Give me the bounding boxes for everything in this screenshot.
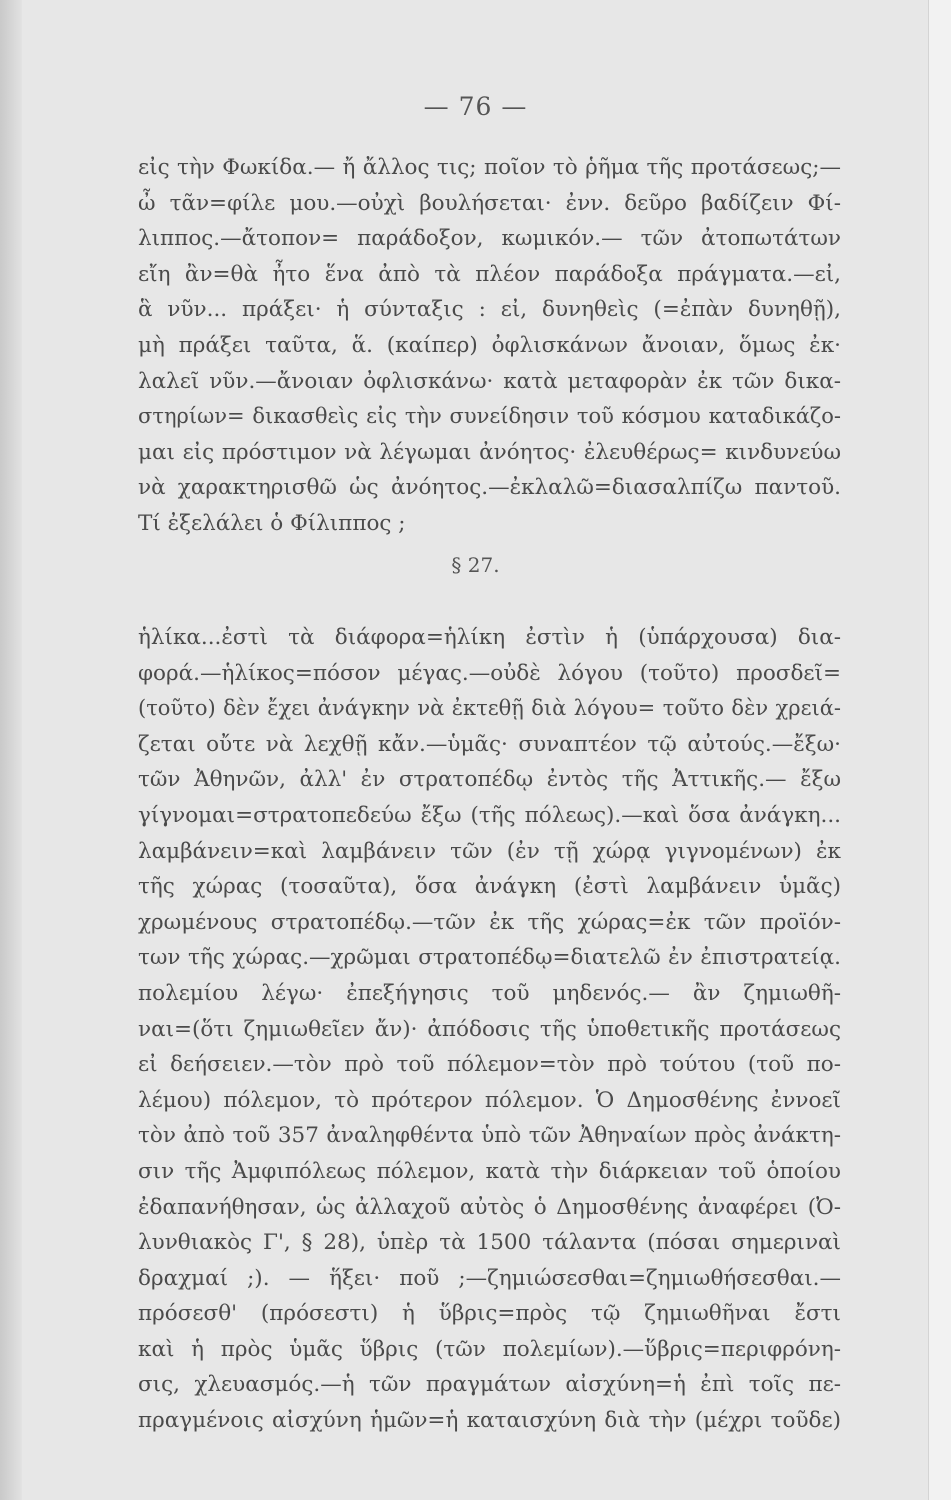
page-edge — [928, 0, 951, 1500]
text-line: φορά.—ἡλίκος=πόσον μέγας.—οὐδὲ λόγου (τοῦτο) προσδεῖ= — [138, 660, 841, 686]
text-line: γίγνομαι=στρατοπεδεύω ἔξω (τῆς πόλεως).—καὶ ὅσα ἀνάγκη... — [138, 802, 841, 828]
text-line: πραγμένοις αἰσχύνη ἡμῶν=ἡ καταισχύνη διὰ τὴν (μέχρι τοῦδε) — [138, 1408, 841, 1434]
text-line: σιν τῆς Ἀμφιπόλεως πόλεμον, κατὰ τὴν διάρκειαν τοῦ ὁποίου — [138, 1158, 841, 1184]
text-line: εἴη ἂν=θὰ ἦτο ἕνα ἀπὸ τὰ πλέον παράδοξα πράγματα.—εἰ, — [138, 261, 841, 287]
commentary-paragraph-1 — [138, 150, 841, 542]
text-line: πολεμίου λέγω· ἐπεξήγησις τοῦ μηδενός.— ἂν ζημιωθῆ- — [138, 980, 841, 1006]
text-line: τὸν ἀπὸ τοῦ 357 ἀναληφθέντα ὑπὸ τῶν Ἀθηναίων πρὸς ἀνάκτη- — [138, 1123, 841, 1149]
text-line: καὶ ἡ πρὸς ὑμᾶς ὕβρις (τῶν πολεμίων).—ὕβρις=περιφρόνη- — [138, 1336, 841, 1362]
text-line: των τῆς χώρας.—χρῶμαι στρατοπέδῳ=διατελῶ ἐν ἐπιστρατείᾳ. — [138, 945, 841, 971]
text-line: λέμου) πόλεμον, τὸ πρότερον πόλεμον. Ὁ Δημοσθένης ἐννοεῖ — [138, 1087, 841, 1113]
text-line: ἃ νῦν... πράξει· ἡ σύνταξις : εἰ, δυνηθεὶς (=ἐπὰν δυνηθῇ), — [138, 297, 841, 323]
text-line: ὦ τᾶν=φίλε μου.—οὐχὶ βουλήσεται· ἐνν. δεῦρο βαδίζειν Φί- — [138, 190, 841, 216]
text-line: Τί ἐξελάλει ὁ Φίλιππος ; — [138, 510, 406, 536]
text-line: ζεται οὔτε νὰ λεχθῇ κἄν.—ὑμᾶς· συναπτέον τῷ αὐτούς.—ἔξω· — [138, 731, 841, 757]
binding-edge — [0, 0, 22, 1500]
text-line: (τοῦτο) δὲν ἔχει ἀνάγκην νὰ ἐκτεθῇ διὰ λόγου= τοῦτο δὲν χρειά- — [138, 696, 841, 721]
page-number: — 76 — — [423, 92, 528, 121]
text-line: τῶν Ἀθηνῶν, ἀλλ' ἐν στρατοπέδῳ ἐντὸς τῆς Ἀττικῆς.— ἔξω — [138, 767, 841, 793]
text-line: εἰ δεήσειεν.—τὸν πρὸ τοῦ πόλεμον=τὸν πρὸ τούτου (τοῦ πο- — [138, 1052, 841, 1078]
text-line: λυνθιακὸς Γ', § 28), ὑπὲρ τὰ 1500 τάλαντα (πόσαι σημεριναὶ — [138, 1230, 841, 1256]
text-line: στηρίων= δικασθεὶς εἰς τὴν συνείδησιν τοῦ κόσμου καταδικάζο- — [138, 404, 841, 429]
text-line: δραχμαί ;). — ἥξει· ποῦ ;—ζημιώσεσθαι=ζημιωθήσεσθαι.— — [138, 1265, 841, 1291]
commentary-paragraph-2 — [138, 620, 841, 1439]
text-line: τῆς χώρας (τοσαῦτα), ὅσα ἀνάγκη (ἐστὶ λαμβάνειν ὑμᾶς) — [138, 874, 841, 900]
text-line: ναι=(ὅτι ζημιωθεῖεν ἄν)· ἀπόδοσις τῆς ὑποθετικῆς προτάσεως — [138, 1016, 841, 1042]
text-line: λαμβάνειν=καὶ λαμβάνειν τῶν (ἐν τῇ χώρᾳ γιγνομένων) ἐκ — [138, 838, 841, 864]
text-line: χρωμένους στρατοπέδῳ.—τῶν ἐκ τῆς χώρας=ἐκ τῶν προϊόν- — [138, 909, 841, 935]
text-line: ἐδαπανήθησαν, ὡς ἀλλαχοῦ αὐτὸς ὁ Δημοσθένης ἀναφέρει (Ὀ- — [138, 1194, 841, 1220]
text-line: μαι εἰς πρόστιμον νὰ λέγωμαι ἀνόητος· ἐλευθέρως= κινδυνεύω — [138, 439, 841, 465]
text-line: εἰς τὴν Φωκίδα.— ἤ ἄλλος τις; ποῖον τὸ ῥῆμα τῆς προτάσεως;— — [138, 155, 841, 180]
text-line: λιππος.—ἄτοπον= παράδοξον, κωμικόν.— τῶν ἀτοπωτάτων — [138, 226, 841, 252]
section-heading: § 27. — [451, 553, 500, 577]
text-line: λαλεῖ νῦν.—ἄνοιαν ὀφλισκάνω· κατὰ μεταφορὰν ἐκ τῶν δικα- — [138, 368, 841, 394]
text-line: πρόσεσθ' (πρόσεστι) ἡ ὕβρις=πρὸς τῷ ζημιωθῆναι ἔστι — [138, 1301, 841, 1327]
text-line: σις, χλευασμός.—ἡ τῶν πραγμάτων αἰσχύνη=ἡ ἐπὶ τοῖς πε- — [138, 1372, 841, 1398]
text-line: ἡλίκα...ἐστὶ τὰ διάφορα=ἡλίκη ἐστὶν ἡ (ὑπάρχουσα) δια- — [138, 625, 841, 650]
text-line: μὴ πράξει ταῦτα, ἅ. (καίπερ) ὀφλισκάνων ἄνοιαν, ὅμως ἐκ· — [138, 332, 841, 358]
text-line: νὰ χαρακτηρισθῶ ὡς ἀνόητος.—ἐκλαλῶ=διασαλπίζω παντοῦ. — [138, 475, 841, 501]
